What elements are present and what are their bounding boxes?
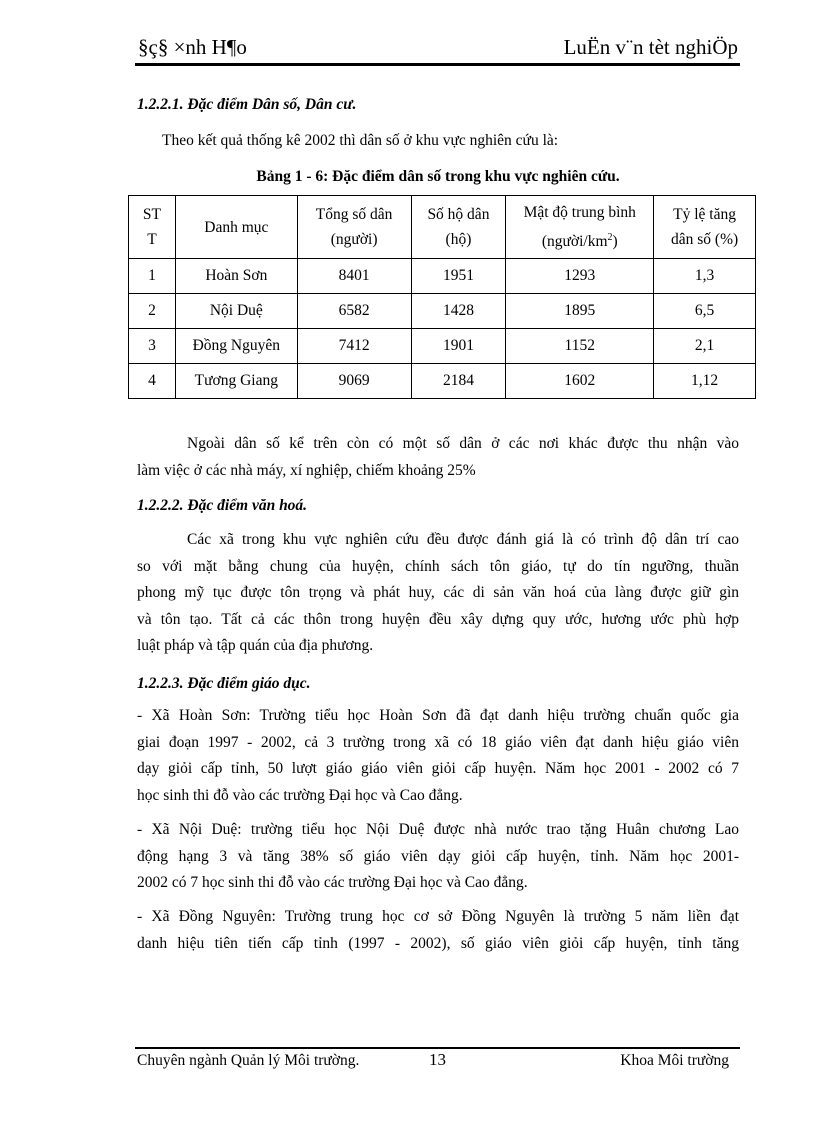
cell-name: Nội Duệ (175, 294, 297, 329)
footer-divider (135, 1047, 740, 1049)
population-note-paragraph (137, 431, 739, 484)
education-paragraph-hoan-son (137, 703, 739, 809)
table-row (129, 329, 756, 364)
cell-population: 7412 (297, 329, 411, 364)
header-category: Danh mục (175, 196, 297, 259)
cell-growth: 2,1 (654, 329, 756, 364)
table-row (129, 364, 756, 399)
cell-stt: 1 (129, 259, 176, 294)
education-paragraph-dong-nguyen (137, 904, 739, 957)
cell-name: Hoàn Sơn (175, 259, 297, 294)
header-population: Tổng số dân (người) (297, 196, 411, 259)
paragraph-line: phong mỹ tục được tôn trọng và phát huy, các di sản văn hoá của làng được giữ gìn (137, 584, 739, 601)
table-row (129, 259, 756, 294)
paragraph-line: danh hiệu tiên tiến cấp tỉnh (1997 - 2002), số giáo viên giỏi cấp huyện, tỉnh tăng (137, 934, 739, 952)
culture-paragraph (137, 527, 739, 660)
table-header-row (129, 196, 756, 259)
paragraph-line: và tôn tạo. Tất cả các thôn trong huyện đều xây dựng quy ước, hương ước phù hợp (137, 610, 739, 628)
intro-line: Theo kết quả thống kê 2002 thì dân số ở khu vực nghiên cứu là: (162, 132, 559, 149)
paragraph-line: Các xã trong khu vực nghiên cứu đều được đánh giá là có trình độ dân trí cao (187, 531, 739, 548)
cell-stt: 3 (129, 329, 176, 364)
footer-faculty: Khoa Môi trường (620, 1052, 729, 1069)
cell-growth: 1,3 (654, 259, 756, 294)
paragraph-line: - Xã Nội Duệ: trường tiểu học Nội Duệ được nhà nước trao tặng Huân chương Lao (137, 821, 739, 838)
header-density: Mật độ trung bình $(người/km^2)$ (506, 196, 654, 259)
cell-density: 1895 (506, 294, 654, 329)
section-heading-population: 1.2.2.1. Đặc điểm Dân số, Dân cư. (137, 96, 357, 113)
section-heading-culture: 1.2.2.2. Đặc điểm văn hoá. (137, 497, 308, 514)
cell-households: 1428 (411, 294, 506, 329)
cell-population: 6582 (297, 294, 411, 329)
paragraph-line: giai đoạn 1997 - 2002, cả 3 trường trong xã có 18 giáo viên đạt danh hiệu giáo viên (137, 733, 739, 751)
header-author: §ç§ ×nh H¶o (138, 35, 247, 59)
paragraph-line: động hạng 3 và tăng 38% số giáo viên dạy giỏi cấp huyện, tỉnh. Năm học 2001- (137, 847, 739, 865)
cell-name: Tương Giang (175, 364, 297, 399)
header-thesis-title: LuËn v¨n tèt nghiÖp (563, 35, 738, 59)
cell-name: Đồng Nguyên (175, 329, 297, 364)
intro-paragraph (137, 128, 739, 155)
table-row (129, 294, 756, 329)
cell-density: 1152 (506, 329, 654, 364)
footer-major: Chuyên ngành Quản lý Môi trường. (137, 1052, 360, 1069)
cell-population: 8401 (297, 259, 411, 294)
cell-growth: 1,12 (654, 364, 756, 399)
header-growth: Tỷ lệ tăng dân số (%) (654, 196, 756, 259)
cell-households: 1951 (411, 259, 506, 294)
education-paragraph-noi-due (137, 817, 739, 897)
paragraph-line: so với mặt bằng chung của huyện, chính sách tôn giáo, tự do tín ngưỡng, thuần (137, 557, 739, 575)
cell-density: 1602 (506, 364, 654, 399)
section-heading-education: 1.2.2.3. Đặc điểm giáo dục. (137, 675, 311, 692)
cell-growth: 6,5 (654, 294, 756, 329)
paragraph-line: luật pháp và tập quán của địa phương. (137, 637, 374, 654)
page-header (135, 33, 740, 63)
header-divider (135, 63, 740, 66)
header-households: Số hộ dân (hộ) (411, 196, 506, 259)
paragraph-line: - Xã Đồng Nguyên: Trường trung học cơ sở Đồng Nguyên là trường 5 năm liền đạt (137, 908, 739, 925)
paragraph-line: 2002 có 7 học sinh thi đỗ vào các trường Đại học và Cao đẳng. (137, 874, 528, 891)
paragraph-line: học sinh thi đỗ vào các trường Đại học và Cao đẳng. (137, 786, 463, 804)
header-stt: ST T (129, 196, 176, 259)
paragraph-line: Ngoài dân số kể trên còn có một số dân ở các nơi khác được thu nhận vào (187, 435, 739, 452)
page-number: 13 (429, 1050, 446, 1069)
cell-stt: 4 (129, 364, 176, 399)
cell-population: 9069 (297, 364, 411, 399)
cell-households: 2184 (411, 364, 506, 399)
table-caption: Bảng 1 - 6: Đặc điểm dân số trong khu vực nghiên cứu. (256, 168, 620, 185)
cell-households: 1901 (411, 329, 506, 364)
population-table (128, 195, 756, 399)
paragraph-line: - Xã Hoàn Sơn: Trường tiểu học Hoàn Sơn đã đạt danh hiệu trường chuẩn quốc gia (137, 707, 739, 724)
cell-stt: 2 (129, 294, 176, 329)
paragraph-line: dạy giỏi cấp tỉnh, 50 lượt giáo giáo viên giỏi cấp huyện. Năm học 2001 - 2002 có 7 (137, 760, 739, 777)
paragraph-line: làm việc ở các nhà máy, xí nghiệp, chiếm khoảng 25% (137, 461, 476, 479)
cell-density: 1293 (506, 259, 654, 294)
